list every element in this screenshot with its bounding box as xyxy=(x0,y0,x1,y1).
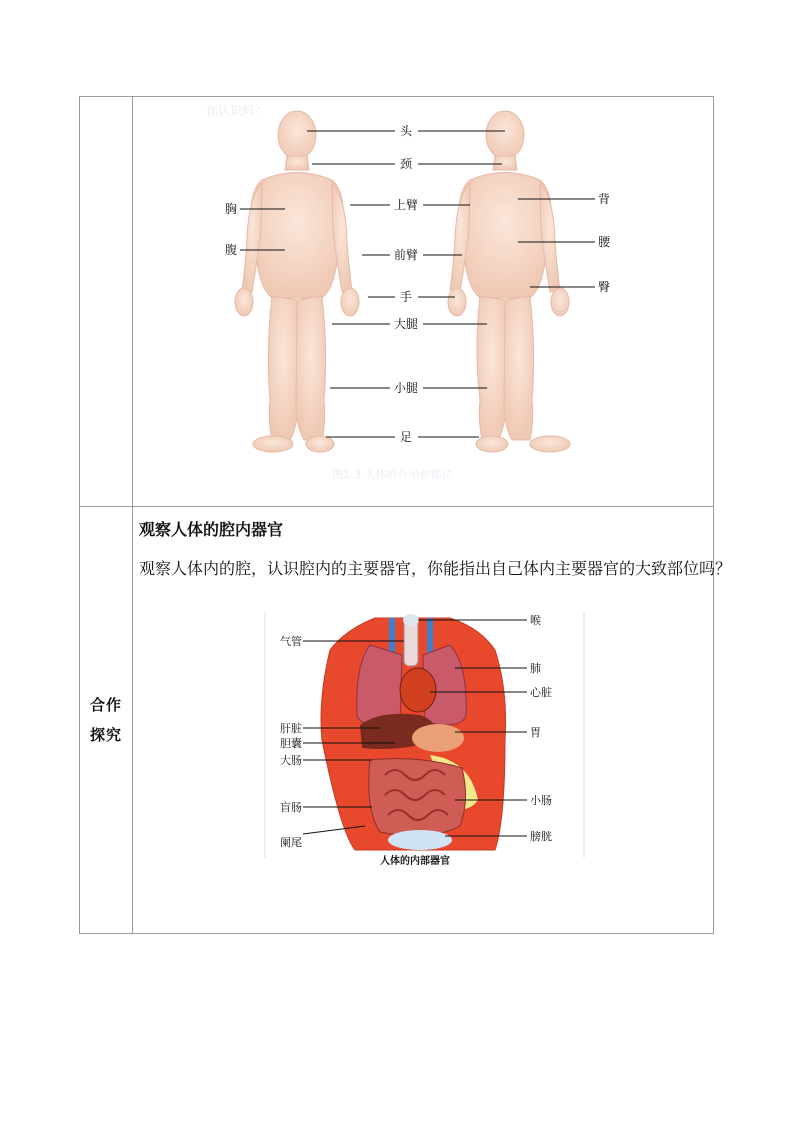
label-heart: 心脏 xyxy=(530,686,552,699)
label-gallbladder: 胆囊 xyxy=(280,737,302,750)
label-upper-arm: 上臂 xyxy=(393,198,419,212)
row-divider xyxy=(80,506,713,507)
organ-figure-caption: 人体的内部器官 xyxy=(380,856,450,867)
row-label-line2: 探究 xyxy=(89,726,122,744)
front-body-silhouette xyxy=(235,111,359,452)
label-hand: 手 xyxy=(399,290,413,304)
faint-caption-bottom: 图1-3 人体的外形和部位 xyxy=(332,468,453,481)
bladder xyxy=(388,830,452,850)
organ-right-labels xyxy=(530,614,552,843)
large-intestine xyxy=(369,759,466,836)
label-small-intestine: 小肠 xyxy=(530,794,552,807)
organ-left-labels xyxy=(280,634,302,849)
section-question: 观察人体内的腔，认识腔内的主要器官，你能指出自己体内主要器官的大致部位吗？ xyxy=(139,559,732,578)
label-shank: 小腿 xyxy=(393,381,419,395)
larynx xyxy=(403,614,419,626)
label-lung: 肺 xyxy=(530,662,541,675)
label-trachea: 气管 xyxy=(280,635,302,648)
label-neck: 颈 xyxy=(399,157,413,171)
label-foot: 足 xyxy=(399,430,413,444)
label-waist: 腰 xyxy=(598,235,611,249)
label-large-intestine: 大肠 xyxy=(280,754,302,767)
label-bladder: 膀胱 xyxy=(530,830,552,843)
left-lung xyxy=(357,645,402,725)
row-label-line1: 合作 xyxy=(89,696,122,714)
label-appendix: 阑尾 xyxy=(280,836,302,849)
stomach xyxy=(412,724,464,752)
label-buttock: 臀 xyxy=(598,280,611,294)
internal-organs-figure xyxy=(0,600,794,880)
label-chest: 胸 xyxy=(225,202,238,216)
label-back: 背 xyxy=(598,192,611,206)
label-head: 头 xyxy=(399,124,413,138)
body-center-labels xyxy=(394,123,418,444)
label-abdomen: 腹 xyxy=(225,243,238,257)
label-stomach: 胃 xyxy=(530,726,541,739)
label-cecum: 盲肠 xyxy=(280,801,302,814)
label-larynx: 喉 xyxy=(530,614,541,627)
label-forearm: 前臂 xyxy=(393,248,419,262)
section-title: 观察人体的腔内器官 xyxy=(139,520,284,539)
label-liver: 肝脏 xyxy=(280,722,302,735)
back-body-silhouette xyxy=(448,111,570,452)
body-parts-figure xyxy=(0,0,794,505)
label-thigh: 大腿 xyxy=(393,317,419,331)
heart xyxy=(400,668,436,712)
faint-caption-top: 你认识吗？ xyxy=(206,104,267,118)
